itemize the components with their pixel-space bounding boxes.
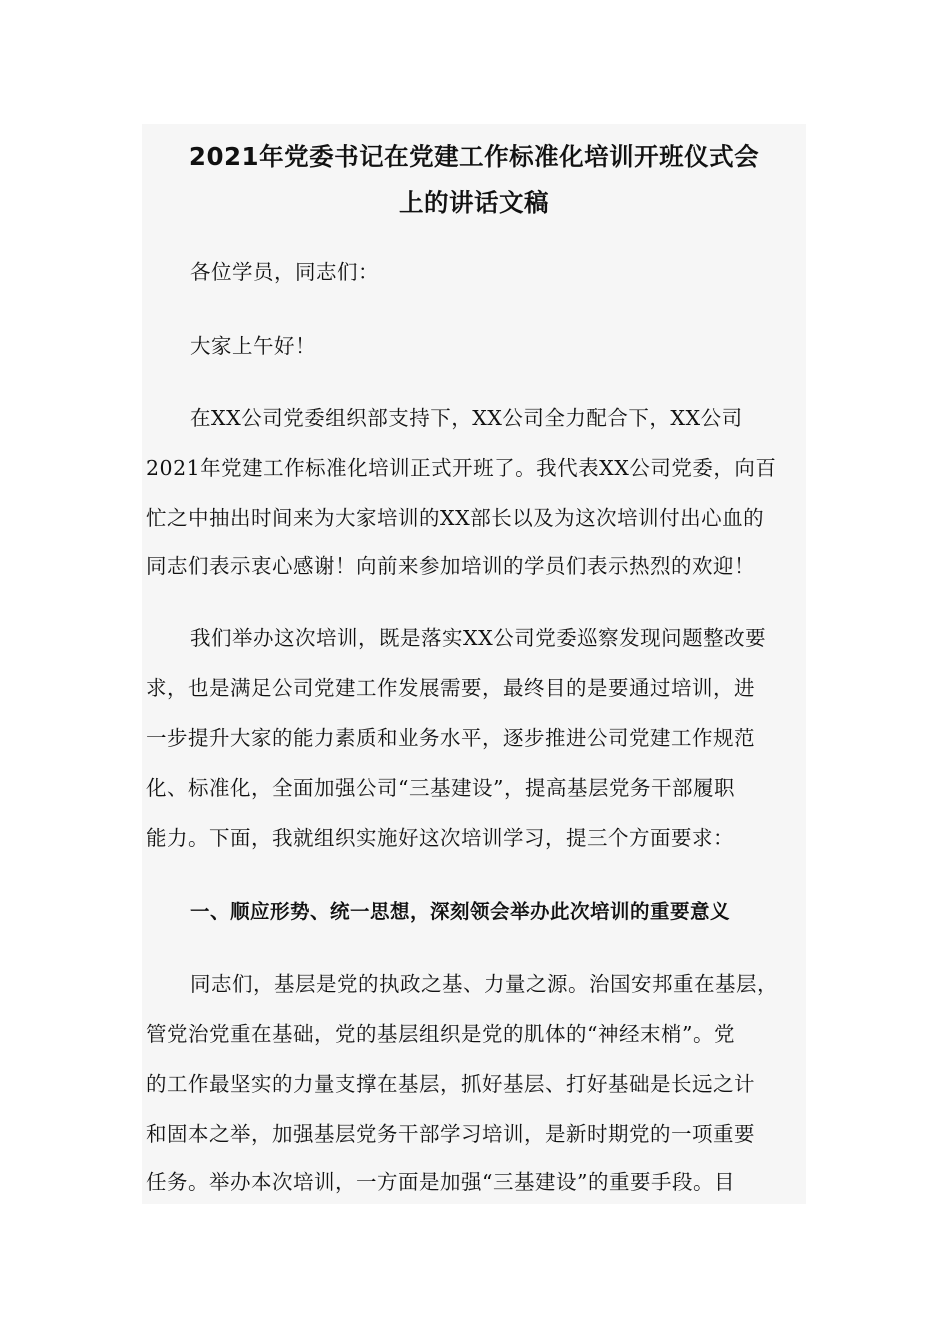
paragraph-3-line: 的工作最坚实的力量支撑在基层，抓好基层、打好基础是长远之计 [146, 1072, 755, 1096]
paragraph-2-line: 一步提升大家的能力素质和业务水平，逐步推进公司党建工作规范 [146, 726, 755, 750]
section-heading: 一、顺应形势、统一思想，深刻领会举办此次培训的重要意义 [190, 900, 731, 923]
paragraph-2-line: 化、标准化，全面加强公司“三基建设”，提高基层党务干部履职 [146, 776, 735, 800]
paragraph-1-line: 忙之中抽出时间来为大家培训的XX部长以及为这次培训付出心血的 [146, 506, 765, 530]
paragraph-1-line: 2021年党建工作标准化培训正式开班了。我代表XX公司党委，向百 [146, 456, 777, 480]
salutation: 各位学员，同志们： [190, 260, 379, 284]
paragraph-1-line: 在XX公司党委组织部支持下，XX公司全力配合下，XX公司 [190, 406, 743, 430]
paragraph-3-line: 管党治党重在基础，党的基层组织是党的肌体的“神经末梢”。党 [146, 1022, 735, 1046]
paragraph-2-line: 我们举办这次培训，既是落实XX公司党委巡察发现问题整改要 [190, 626, 767, 650]
paragraph-2-line: 能力。下面，我就组织实施好这次培训学习，提三个方面要求： [146, 826, 734, 850]
paragraph-3-line: 同志们，基层是党的执政之基、力量之源。治国安邦重在基层， [190, 972, 778, 996]
title-line-2: 上的讲话文稿 [399, 188, 549, 217]
document-page [142, 124, 806, 1204]
document-title [142, 134, 806, 226]
paragraph-3-line: 任务。举办本次培训，一方面是加强“三基建设”的重要手段。目 [146, 1170, 735, 1194]
paragraph-1-line: 同志们表示衷心感谢！向前来参加培训的学员们表示热烈的欢迎！ [146, 554, 755, 578]
paragraph-3-line: 和固本之举，加强基层党务干部学习培训，是新时期党的一项重要 [146, 1122, 755, 1146]
greeting: 大家上午好！ [190, 334, 316, 358]
title-line-1: 2021年党委书记在党建工作标准化培训开班仪式会 [188, 142, 760, 171]
paragraph-2-line: 求，也是满足公司党建工作发展需要，最终目的是要通过培训，进 [146, 676, 755, 700]
